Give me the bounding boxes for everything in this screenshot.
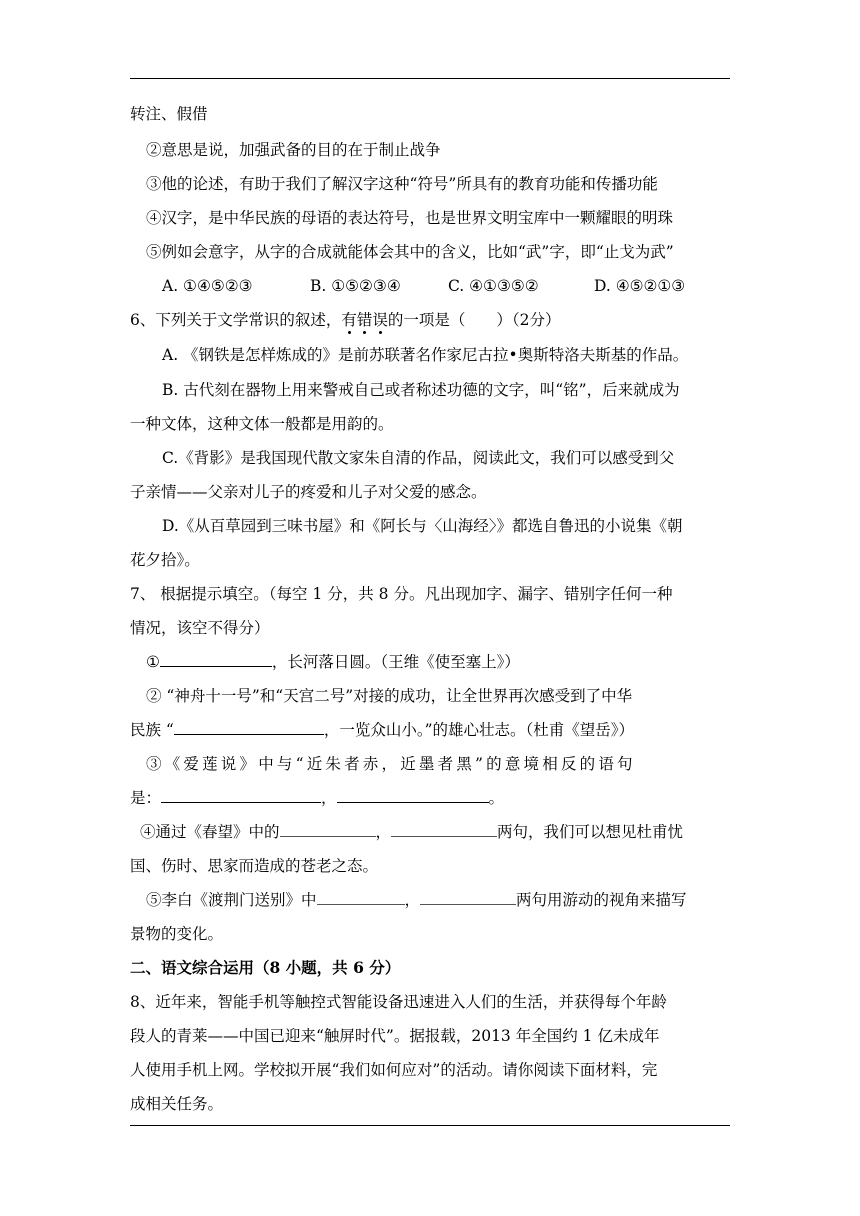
answer-blank[interactable] bbox=[174, 720, 324, 735]
fill-text: 。 bbox=[488, 789, 505, 807]
answer-blank[interactable] bbox=[391, 822, 497, 837]
text-line: 成相关任务。 bbox=[130, 1095, 224, 1113]
text-line: ③他的论述，有助于我们了解汉字这种“符号”所具有的教育功能和传播功能 bbox=[146, 175, 658, 193]
q6-text: 6、下列关于文学常识的叙述， bbox=[130, 311, 342, 329]
fill-text: 两句用游动的视角来描写 bbox=[516, 891, 687, 909]
fill-text: ， bbox=[375, 823, 392, 841]
fill-text: ，长河落日圆。（王维《使至塞上》） bbox=[271, 653, 520, 671]
fill-item-4 bbox=[130, 822, 740, 842]
answer-options bbox=[162, 276, 762, 296]
emphasis-char: 误 bbox=[372, 311, 388, 329]
option-b: B. ①⑤②③④ bbox=[310, 277, 401, 295]
section-heading: 二、语文综合运用（8 小题，共 6 分） bbox=[130, 958, 401, 977]
text-line: 一种文体，这种文体一般都是用韵的。 bbox=[130, 415, 394, 433]
answer-blank[interactable] bbox=[161, 788, 321, 803]
q6-text: 的一项是（ ）（2分） bbox=[387, 311, 561, 329]
text-line: ②意思是说，加强武备的目的在于制止战争 bbox=[146, 141, 441, 159]
text-line: ④汉字，是中华民族的母语的表达符号，也是世界文明宝库中一颗耀眼的明珠 bbox=[146, 209, 674, 227]
fill-text: ，一览众山小。”的雄心壮志。（杜甫《望岳》） bbox=[323, 721, 635, 739]
fill-text: ， bbox=[404, 891, 421, 909]
option-a: A. ①④⑤②③ bbox=[162, 277, 253, 295]
fill-text: ， bbox=[321, 789, 337, 807]
option-c: C. ④①③⑤② bbox=[448, 277, 539, 295]
q6-option-b: B. 古代刻在器物上用来警戒自己或者称述功德的文字，叫“铭”，后来就成为 bbox=[162, 381, 680, 399]
fill-text: 两句，我们可以想见杜甫忧 bbox=[497, 823, 684, 841]
text-line: 子亲情——父亲对儿子的疼爱和儿子对父爱的感念。 bbox=[130, 483, 487, 501]
text-line: 景物的变化。 bbox=[130, 925, 224, 943]
top-rule bbox=[130, 78, 730, 79]
question-7-stem: 7、 根据提示填空。（每空 1 分，共 8 分。凡出现加字、漏字、错别字任何一种 bbox=[130, 585, 673, 603]
answer-blank[interactable] bbox=[280, 822, 376, 837]
text-line: 花夕拾》。 bbox=[130, 551, 200, 569]
fill-item-5 bbox=[130, 890, 746, 910]
emphasis-char: 错 bbox=[356, 311, 373, 329]
answer-blank[interactable] bbox=[317, 890, 405, 905]
fill-text: ④通过《春望》中的 bbox=[140, 823, 280, 841]
answer-blank[interactable] bbox=[420, 890, 516, 905]
fill-item-3-cont bbox=[130, 788, 730, 808]
q6-option-d: D.《从百草园到三味书屋》和《阿长与〈山海经〉》都选自鲁迅的小说集《朝 bbox=[162, 517, 683, 535]
option-d: D. ④⑤②①③ bbox=[594, 277, 686, 295]
question-6-stem bbox=[130, 310, 730, 330]
emphasis-char: 有 bbox=[341, 311, 357, 329]
fill-item-1 bbox=[130, 652, 746, 672]
text-line: 转注、假借 bbox=[130, 105, 208, 123]
fill-text: ⑤李白《渡荆门送别》中 bbox=[146, 891, 317, 909]
q6-option-a: A. 《钢铁是怎样炼成的》是前苏联著名作家尼古拉•奥斯特洛夫斯基的作品。 bbox=[162, 346, 689, 364]
text-line: ⑤例如会意字，从字的合成就能体会其中的含义，比如“武”字，即“止戈为武” bbox=[146, 243, 674, 261]
text-line: 人使用手机上网。学校拟开展“我们如何应对”的活动。请你阅读下面材料，完 bbox=[130, 1061, 658, 1079]
fill-text: 民族 “ bbox=[130, 721, 174, 739]
fill-text: ① bbox=[146, 653, 160, 671]
q6-option-c: C.《背影》是我国现代散文家朱自清的作品，阅读此文，我们可以感受到父 bbox=[162, 449, 675, 467]
text-line: 情况，该空不得分） bbox=[130, 619, 270, 637]
fill-text: 是： bbox=[130, 789, 162, 807]
fill-item-2-cont bbox=[130, 720, 730, 740]
text-line: 段人的青莱——中国已迎来“触屏时代”。据报载，2013 年全国约 1 亿未成年 bbox=[130, 1027, 660, 1045]
answer-blank[interactable] bbox=[160, 652, 272, 667]
answer-blank[interactable] bbox=[337, 788, 489, 803]
fill-item-2: ② “神舟十一号”和“天宫二号”对接的成功，让全世界再次感受到了中华 bbox=[146, 687, 633, 705]
bottom-rule bbox=[130, 1125, 730, 1126]
question-8-stem: 8、近年来，智能手机等触控式智能设备迅速进入人们的生活，并获得每个年龄 bbox=[130, 993, 667, 1011]
text-line: 国、伤时、思家而造成的苍老之态。 bbox=[130, 857, 379, 875]
fill-item-3: ③《爱莲说》中与“近朱者赤，近墨者黑”的意境相反的语句 bbox=[146, 755, 636, 773]
